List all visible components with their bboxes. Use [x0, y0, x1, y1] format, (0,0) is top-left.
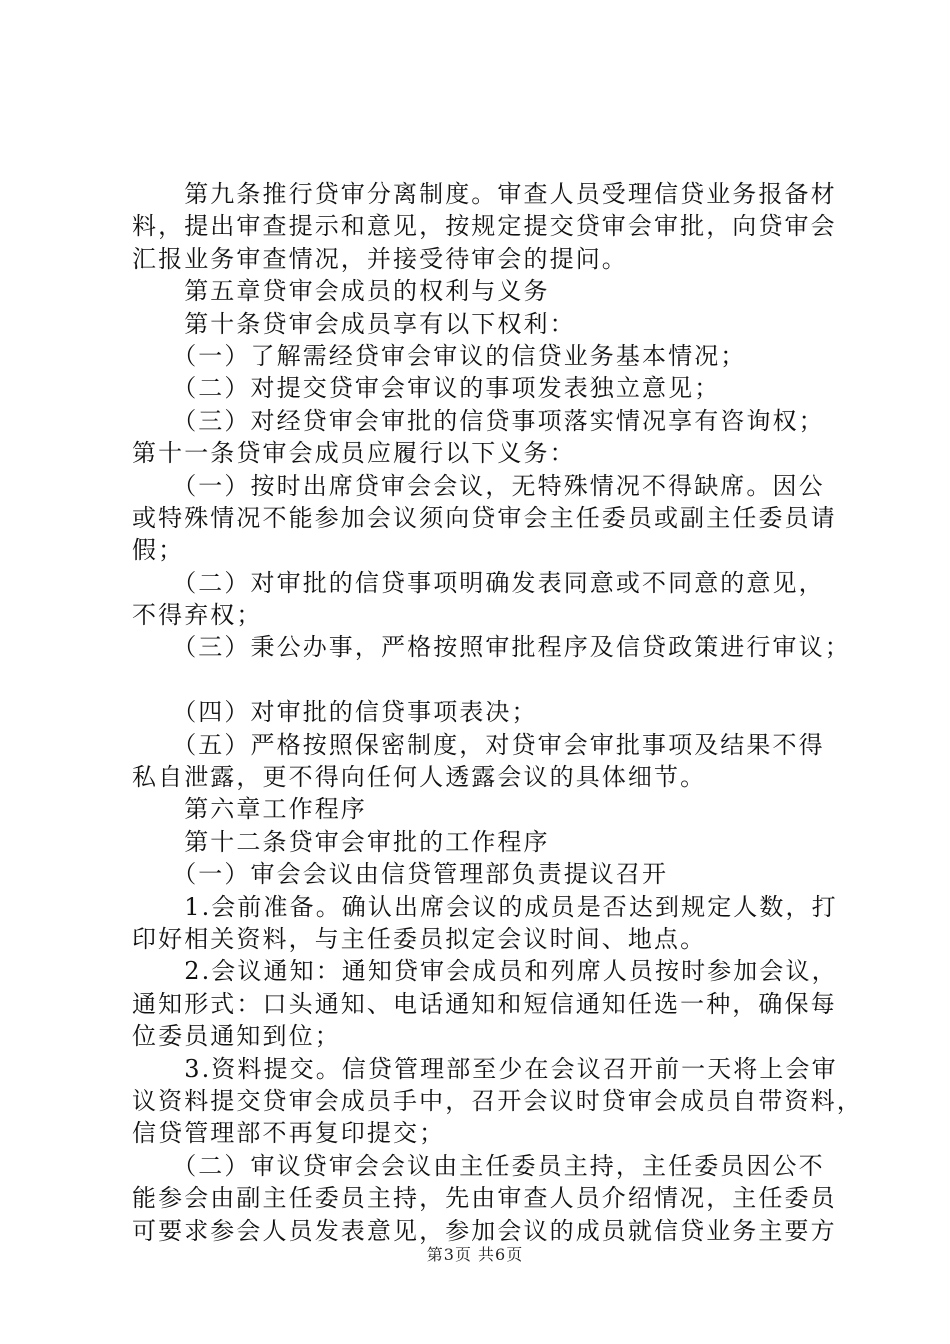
- body-text: [132, 178, 863, 1247]
- text-line: 或特殊情况不能参加会议须向贷审会主任委员或副主任委员请: [132, 503, 837, 532]
- text-line: 料，提出审查提示和意见，按规定提交贷审会审批，向贷审会: [132, 212, 837, 241]
- text-line: （二）对提交贷审会审议的事项发表独立意见；: [132, 374, 721, 403]
- text-line: （一）按时出席贷审会会议，无特殊情况不得缺席。因公: [132, 471, 825, 500]
- text-line: 不得弃权；: [132, 601, 263, 630]
- text-line: 能参会由副主任委员主持，先由审查人员介绍情况，主任委员: [132, 1184, 837, 1213]
- text-line: （二）对审批的信贷事项明确发表同意或不同意的意见，: [132, 568, 825, 597]
- text-line: 汇报业务审查情况，并接受待审会的提问。: [132, 244, 628, 273]
- text-line: （三）秉公办事，严格按照审批程序及信贷政策进行审议；: [132, 633, 851, 662]
- text-line: 第十二条贷审会审批的工作程序: [132, 827, 550, 856]
- text-line: 1.会前准备。确认出席会议的成员是否达到规定人数，打: [132, 892, 838, 921]
- text-line: （四）对审批的信贷事项表决；: [132, 698, 538, 727]
- blank-line: [132, 664, 832, 696]
- text-line: 印好相关资料，与主任委员拟定会议时间、地点。: [132, 924, 707, 953]
- text-line: 3.资料提交。信贷管理部至少在会议召开前一天将上会审: [132, 1054, 838, 1083]
- text-line: 2.会议通知：通知贷审会成员和列席人员按时参加会议，: [132, 957, 838, 986]
- text-line: 第十条贷审会成员享有以下权利：: [132, 309, 576, 338]
- text-line: 通知形式：口头通知、电话通知和短信通知任选一种，确保每: [132, 989, 837, 1018]
- text-line: （三）对经贷审会审批的信贷事项落实情况享有咨询权；: [132, 406, 825, 435]
- text-line: 第九条推行贷审分离制度。审查人员受理信贷业务报备材: [132, 180, 837, 208]
- text-line: 第十一条贷审会成员应履行以下义务：: [132, 439, 576, 468]
- text-line: 假；: [132, 536, 185, 565]
- text-line: 议资料提交贷审会成员手中，召开会议时贷审会成员自带资料，: [132, 1086, 863, 1115]
- text-line: （一）了解需经贷审会审议的信贷业务基本情况；: [132, 341, 747, 370]
- text-line: （五）严格按照保密制度，对贷审会审批事项及结果不得: [132, 730, 825, 759]
- text-line: （二）审议贷审会会议由主任委员主持，主任委员因公不: [132, 1151, 825, 1180]
- text-line: 私自泄露，更不得向任何人透露会议的具体细节。: [132, 763, 707, 792]
- text-line: 第五章贷审会成员的权利与义务: [132, 277, 550, 306]
- page-footer: 第3页 共6页: [426, 1245, 524, 1264]
- text-line: 可要求参会人员发表意见，参加会议的成员就信贷业务主要方: [132, 1216, 837, 1245]
- text-line: 信贷管理部不再复印提交；: [132, 1119, 446, 1148]
- text-line: （一）审会会议由信贷管理部负责提议召开: [132, 860, 669, 889]
- text-line: 第六章工作程序: [132, 795, 367, 824]
- text-line: 位委员通知到位；: [132, 1022, 341, 1051]
